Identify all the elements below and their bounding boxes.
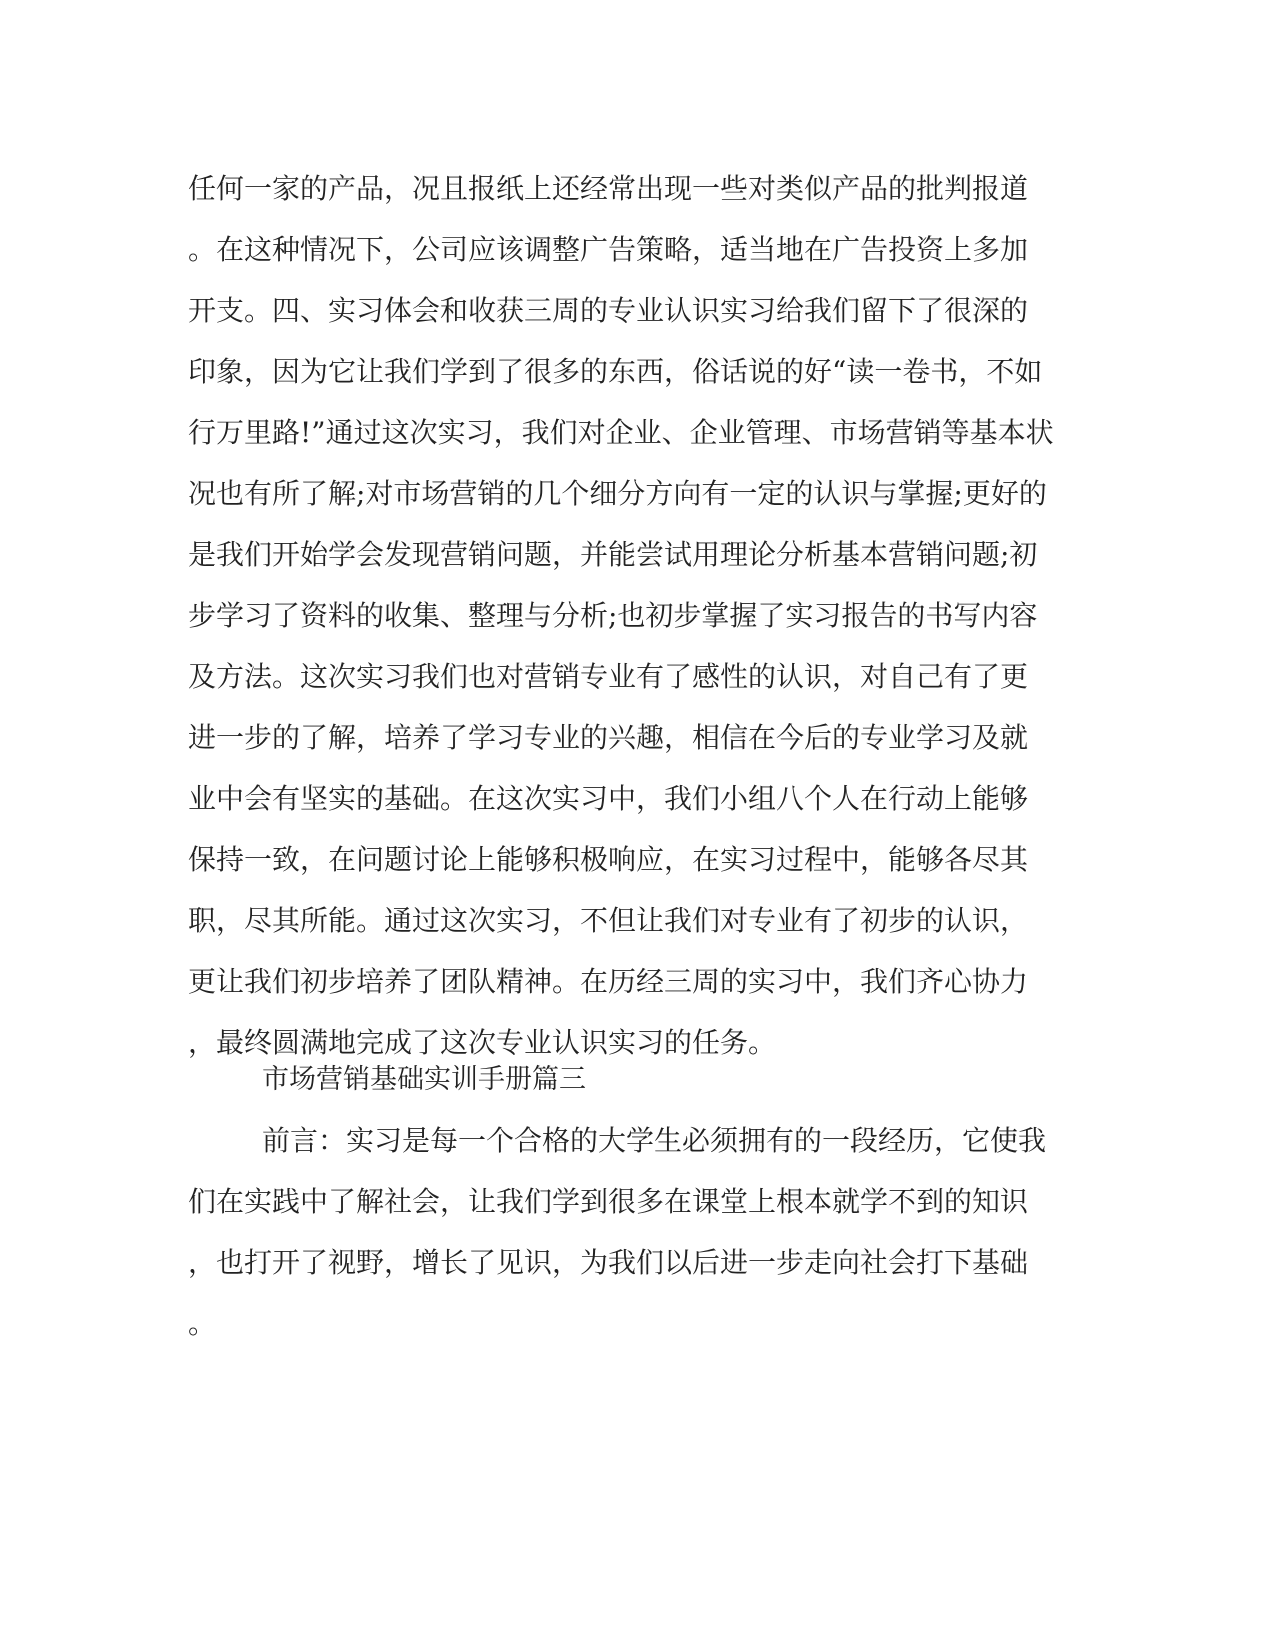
paragraph-line: 行万里路!”通过这次实习，我们对企业、企业管理、市场营销等基本状 — [188, 416, 1054, 449]
paragraph-line: 。 — [188, 1307, 217, 1340]
paragraph-line: 是我们开始学会发现营销问题，并能尝试用理论分析基本营销问题;初 — [188, 538, 1038, 571]
paragraph-line: 们在实践中了解社会，让我们学到很多在课堂上根本就学不到的知识 — [188, 1185, 1029, 1218]
paragraph-line: 更让我们初步培养了团队精神。在历经三周的实习中，我们齐心协力 — [188, 965, 1029, 998]
paragraph-line: 印象，因为它让我们学到了很多的东西，俗话说的好“读一卷书，不如 — [188, 355, 1043, 388]
paragraph-line: 步学习了资料的收集、整理与分析;也初步掌握了实习报告的书写内容 — [188, 599, 1038, 632]
body-paragraph-1 — [188, 158, 1088, 1073]
paragraph-line: 。在这种情况下，公司应该调整广告策略，适当地在广告投资上多加 — [188, 233, 1029, 266]
paragraph-line: ，最终圆满地完成了这次专业认识实习的任务。 — [188, 1026, 777, 1059]
paragraph-line: ，也打开了视野，增长了见识，为我们以后进一步走向社会打下基础 — [188, 1246, 1029, 1279]
paragraph-line: 前言：实习是每一个合格的大学生必须拥有的一段经历，它使我 — [262, 1124, 1047, 1157]
body-paragraph-2 — [188, 1110, 1088, 1354]
section-heading: 市场营销基础实训手册篇三 — [262, 1064, 586, 1095]
paragraph-line: 任何一家的产品，况且报纸上还经常出现一些对类似产品的批判报道 — [188, 172, 1029, 205]
paragraph-line: 保持一致，在问题讨论上能够积极响应，在实习过程中，能够各尽其 — [188, 843, 1029, 876]
paragraph-line: 业中会有坚实的基础。在这次实习中，我们小组八个人在行动上能够 — [188, 782, 1029, 815]
paragraph-line: 开支。四、实习体会和收获三周的专业认识实习给我们留下了很深的 — [188, 294, 1029, 327]
paragraph-line: 进一步的了解，培养了学习专业的兴趣，相信在今后的专业学习及就 — [188, 721, 1029, 754]
paragraph-line: 况也有所了解;对市场营销的几个细分方向有一定的认识与掌握;更好的 — [188, 477, 1047, 510]
paragraph-line: 职，尽其所能。通过这次实习，不但让我们对专业有了初步的认识， — [188, 904, 1029, 937]
paragraph-line: 及方法。这次实习我们也对营销专业有了感性的认识，对自己有了更 — [188, 660, 1029, 693]
